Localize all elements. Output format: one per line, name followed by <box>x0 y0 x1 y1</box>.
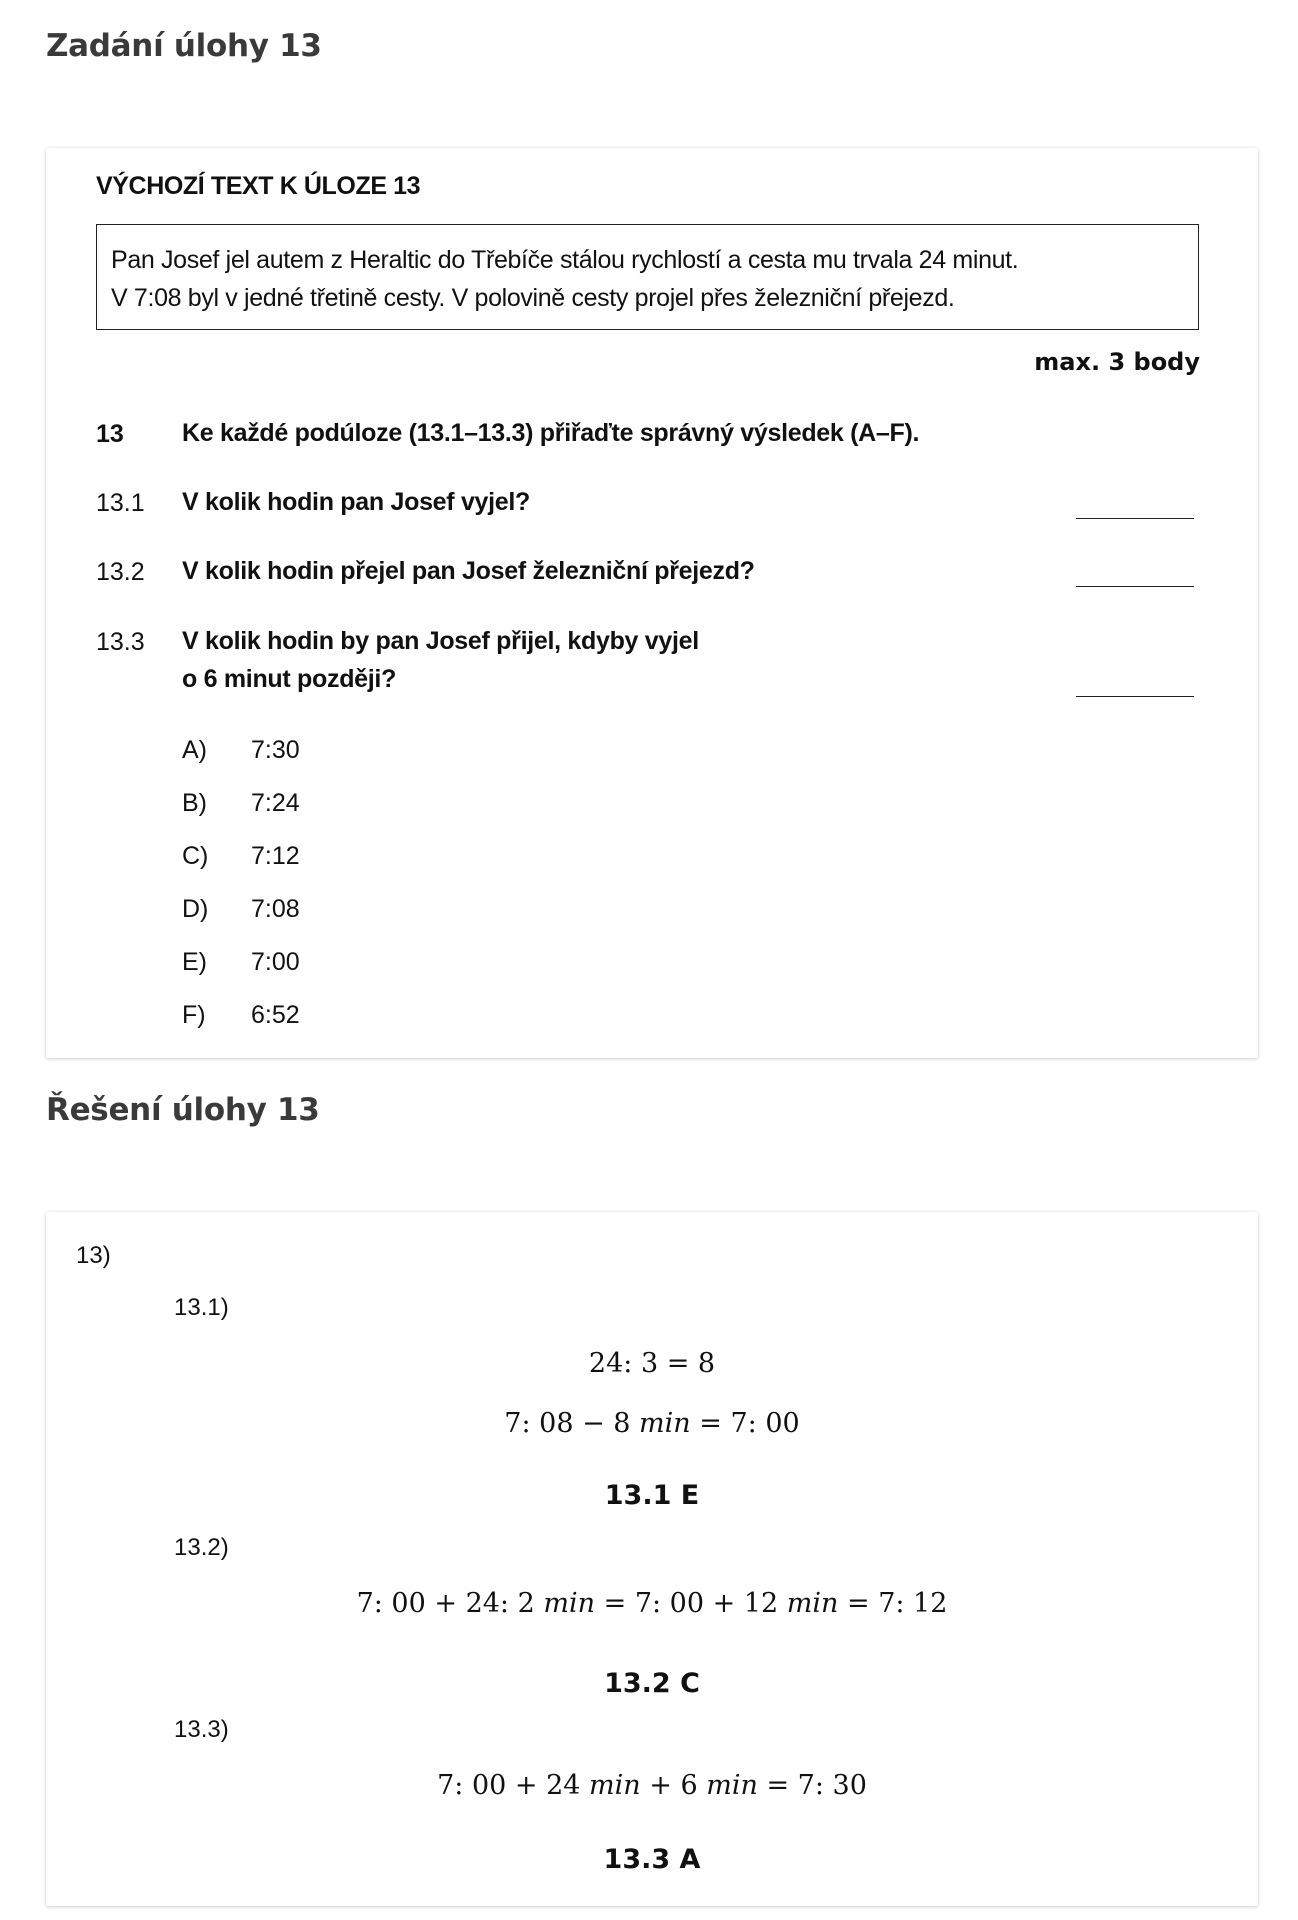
equation: 7: 00 + 24: 2 min = 7: 00 + 12 min = 7: 12 <box>356 1588 948 1619</box>
intro-line: V 7:08 byl v jedné třetině cesty. V polovině cesty projel přes železniční přejezd. <box>111 284 955 312</box>
equation: 24: 3 = 8 <box>588 1348 716 1379</box>
solution-result: 13.1 E <box>604 1480 700 1511</box>
option-letter: A) <box>182 736 207 764</box>
subquestion-text-line: o 6 minut později? <box>182 665 397 693</box>
subquestion-text-line: V kolik hodin by pan Josef přijel, kdyby vyjel <box>182 627 699 655</box>
option-letter: F) <box>182 1001 206 1029</box>
option-letter: D) <box>182 895 209 923</box>
option-value: 7:12 <box>251 842 300 870</box>
answer-blank-13-3[interactable] <box>1076 696 1194 697</box>
solution-part-label: 13.1) <box>174 1294 229 1321</box>
answer-blank-13-1[interactable] <box>1076 518 1194 519</box>
subquestion-text: V kolik hodin přejel pan Josef železniční přejezd? <box>182 557 755 585</box>
option-letter: B) <box>182 789 207 817</box>
solution-part-label: 13.2) <box>174 1534 229 1561</box>
task-card <box>46 148 1258 1058</box>
solution-card <box>46 1212 1258 1906</box>
solution-result: 13.3 A <box>603 1844 701 1875</box>
subquestion-number: 13.2 <box>96 558 145 586</box>
subquestion-number: 13.3 <box>96 628 145 656</box>
option-letter: E) <box>182 948 207 976</box>
option-value: 7:08 <box>251 895 300 923</box>
option-value: 7:00 <box>251 948 300 976</box>
subquestion-text: V kolik hodin pan Josef vyjel? <box>182 488 531 516</box>
option-letter: C) <box>182 842 209 870</box>
solution-heading: Řešení úlohy 13 <box>46 1092 320 1128</box>
task-heading: Zadání úlohy 13 <box>46 28 322 64</box>
solution-result: 13.2 C <box>604 1668 700 1699</box>
max-points-label: max. 3 body <box>1034 348 1200 376</box>
intro-text-box <box>96 224 1199 330</box>
solution-part-label: 13.3) <box>174 1716 229 1743</box>
intro-heading: VÝCHOZÍ TEXT K ÚLOZE 13 <box>96 172 421 200</box>
subquestion-text <box>182 622 699 698</box>
option-value: 7:24 <box>251 789 300 817</box>
answer-blank-13-2[interactable] <box>1076 586 1194 587</box>
question-text: Ke každé podúloze (13.1–13.3) přiřaďte správný výsledek (A–F). <box>182 419 920 447</box>
solution-root-label: 13) <box>76 1242 111 1269</box>
question-number: 13 <box>96 420 124 448</box>
equation: 7: 00 + 24 min + 6 min = 7: 30 <box>437 1770 867 1801</box>
subquestion-number: 13.1 <box>96 489 145 517</box>
option-value: 6:52 <box>251 1001 300 1029</box>
intro-line: Pan Josef jel autem z Heraltic do Třebíče stálou rychlostí a cesta mu trvala 24 minut. <box>111 246 1019 274</box>
equation: 7: 08 − 8 min = 7: 00 <box>504 1408 800 1439</box>
option-value: 7:30 <box>251 736 300 764</box>
